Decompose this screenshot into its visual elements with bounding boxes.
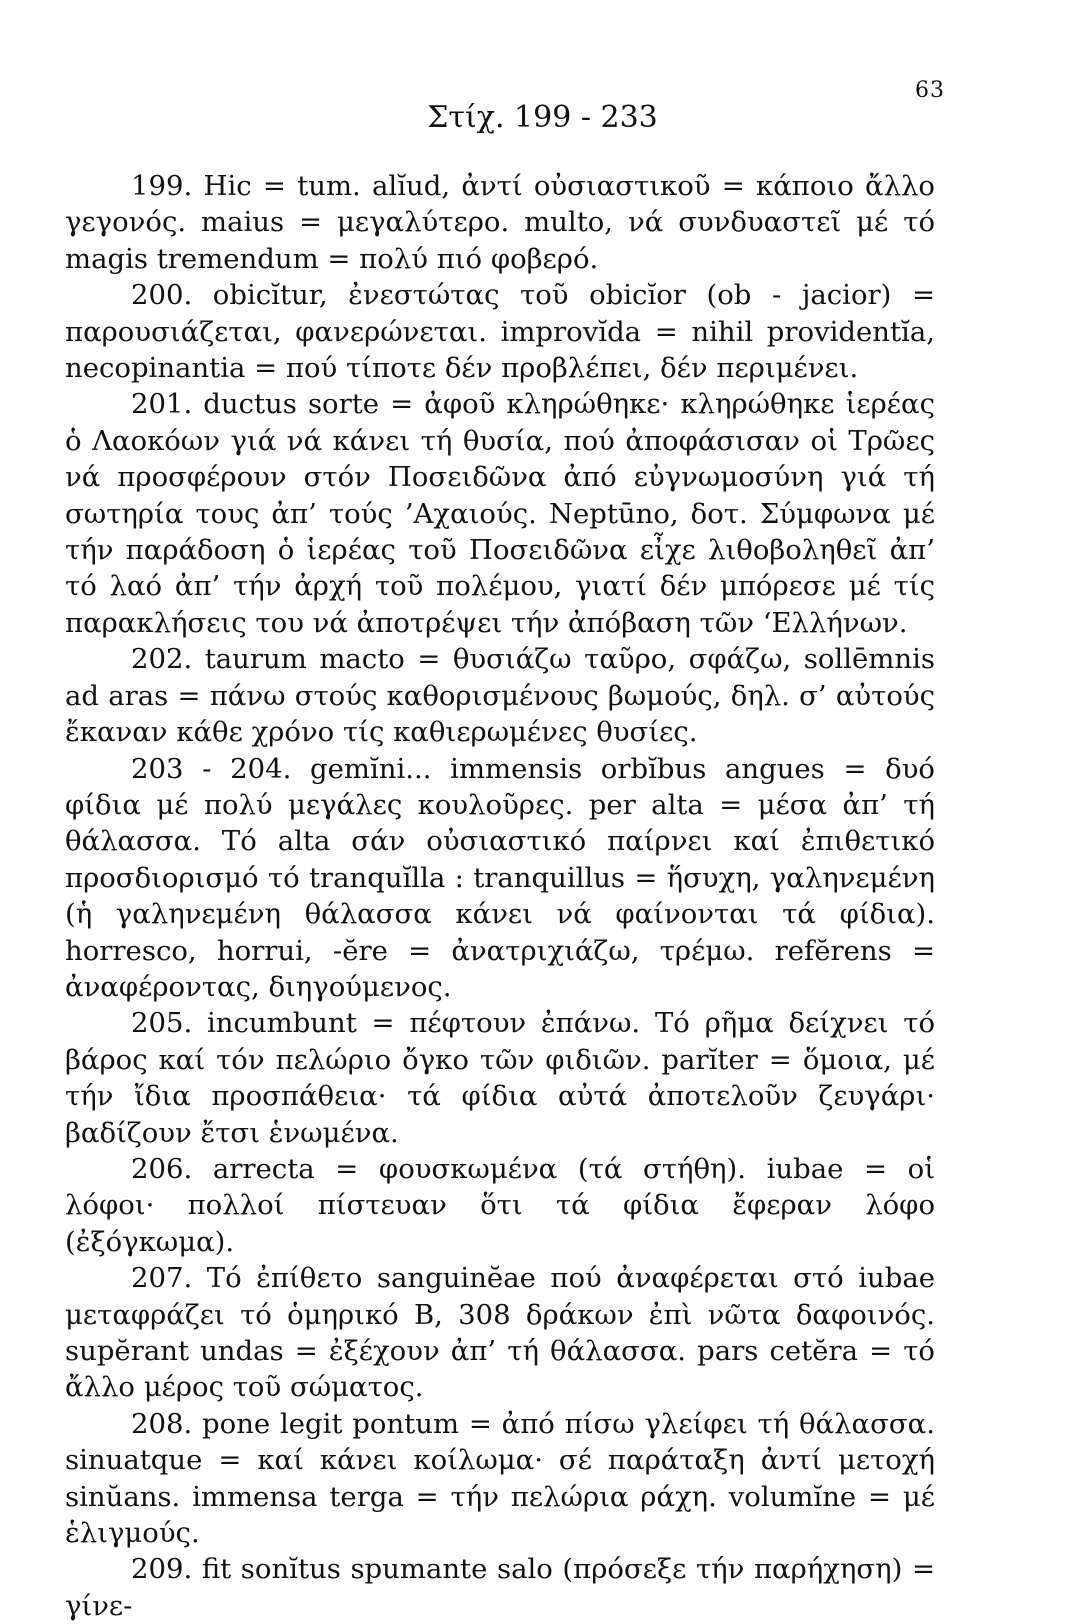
commentary-entry-202: 202. taurum macto = θυσιάζω ταῦρο, σφάζω, sollēmnis ad aras = πάνω στούς καθορισμένους βωμούς, δηλ. σ’ αὐτούς ἔκαναν κάθε χρόνο τίς καθιερωμένες θυσίες.: [65, 643, 935, 749]
commentary-entry-199: 199. Hic = tum. alĭud, ἀντί οὐσιαστικοῦ = κάποιο ἄλλο γεγονός. maius = μεγαλύτερο. multo, νά συνδυαστεῖ μέ τό magis tremendum = πολύ πιό φοβερό.: [65, 170, 935, 275]
commentary-entry-208: 208. pone legit pontum = ἀπό πίσω γλείφει τή θάλασσα. sinuatque = καί κάνει κοίλωμα· σέ παράταξη ἀντί μετοχή sinŭans. immensa terga = τήν πελώρια ράχη. volumĭne = μέ ἑλιγμούς.: [65, 1407, 935, 1550]
commentary-entry-205: 205. incumbunt = πέφτουν ἐπάνω. Τό ρῆμα δείχνει τό βάρος καί τόν πελώριο ὄγκο τῶν φιδιῶν. parĭter = ὅμοια, μέ τήν ἴδια προσπάθεια· τά φίδια αὐτά ἀποτελοῦν ζευγάρι· βαδίζουν ἔτσι ἑνωμένα.: [65, 1007, 935, 1149]
commentary-entry-201: 201. ductus sorte = ἀφοῦ κληρώθηκε· κληρώθηκε ἱερέας ὁ Λαοκόων γιά νά κάνει τή θυσία, πού ἀποφάσισαν οἱ Τρῶες νά προσφέρουν στόν Ποσειδῶνα ἀπό εὐγνωμοσύνη γιά τή σωτηρία τους ἀπ’ τούς ’Αχαιούς. Neptūno, δοτ. Σύμφωνα μέ τήν παράδοση ὁ ἱερέας τοῦ Ποσειδῶνα εἶχε λιθοβοληθεῖ ἀπ’ τό λαό ἀπ’ τήν ἀρχή τοῦ πολέμου, γιατί δέν μπόρεσε μέ τίς παρακλήσεις του νά ἀποτρέψει τήν ἀπόβαση τῶν ‘Ελλήνων.: [65, 388, 935, 639]
commentary-text: [65, 168, 935, 1624]
commentary-entry-200: 200. obicĭtur, ἐνεστώτας τοῦ obicĭor (ob - jacior) = παρουσιάζεται, φανερώνεται. improvĭda = nihil providentĭa, necopinantia = πού τίποτε δέν προβλέπει, δέν περιμένει.: [65, 279, 935, 385]
commentary-entry-206: 206. arrecta = φουσκωμένα (τά στήθη). iubae = οἱ λόφοι· πολλοί πίστευαν ὅτι τά φίδια ἔφεραν λόφο (ἐξόγκωμα).: [65, 1152, 935, 1258]
page-number: 63: [915, 78, 945, 103]
commentary-entry-203-204: 203 - 204. gemĭni... immensis orbĭbus angues = δυό φίδια μέ πολύ μεγάλες κουλοῦρες. per alta = μέσα ἀπ’ τή θάλασσα. Τό alta σάν οὐσιαστικό παίρνει καί ἐπιθετικό προσδιορισμό τό tranquĭlla : tranquillus = ἥσυχη, γαληνεμένη (ἡ γαληνεμένη θάλασσα κάνει νά φαίνονται τά φίδια). horresco, horrui, -ĕre = ἀνατριχιάζω, τρέμω. refĕrens = ἀναφέροντας, διηγούμενος.: [65, 752, 935, 1003]
commentary-entry-209: 209. fit sonĭtus spumante salo (πρόσεξε τήν παρήχηση) = γίνε-: [65, 1553, 935, 1622]
commentary-entry-207: 207. Τό ἐπίθετο sanguinĕae πού ἀναφέρεται στό iubae μεταφράζει τό ὁμηρικό Β, 308 δράκων ἐπὶ νῶτα δαφοινός. supĕrant undas = ἐξέχουν ἀπ’ τή θάλασσα. pars cetĕra = τό ἄλλο μέρος τοῦ σώματος.: [65, 1262, 935, 1404]
page-header: Στίχ. 199 - 233: [427, 100, 658, 135]
